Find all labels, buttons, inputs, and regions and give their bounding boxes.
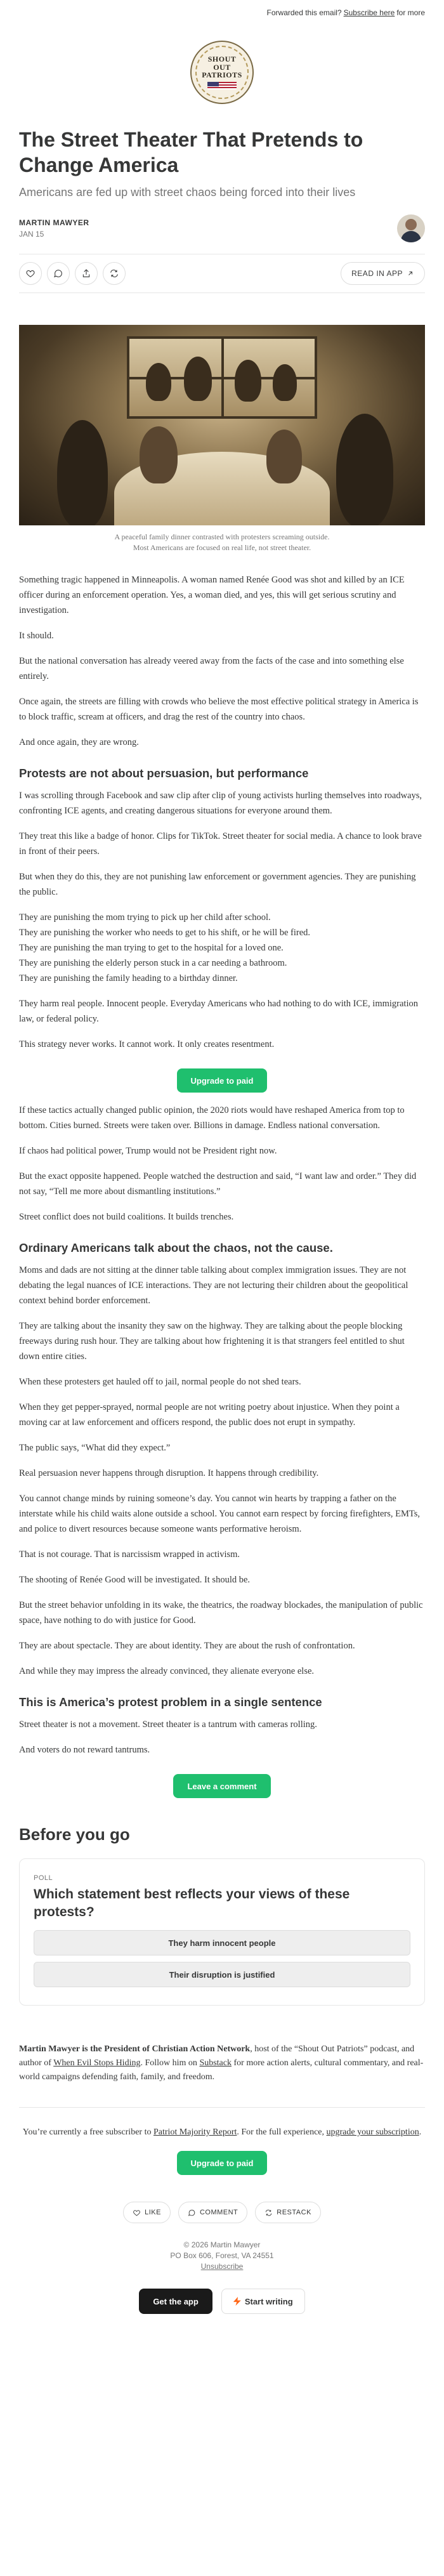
like-button[interactable] [19, 262, 42, 285]
cta-wrap [19, 1068, 425, 1093]
sub-note-text: You’re currently a free subscriber to [22, 2127, 153, 2137]
upgrade-button[interactable]: Upgrade to paid [177, 1068, 268, 1093]
subscriber-note [19, 2126, 425, 2139]
paragraph: They harm real people. Innocent people. Everyday Americans who had nothing to do with ICE, immigration law, or federal policy. [19, 999, 418, 1024]
forward-prefix: Forwarded this email? [266, 8, 342, 17]
footer-like-label: LIKE [145, 2209, 161, 2216]
paragraph: When they get pepper-sprayed, normal people are not writing poetry about injustice. When they point a moving car at law enforcement and officers respond, the public does not erupt in sympathy. [19, 1402, 400, 1428]
paragraph: But the street behavior unfolding in its wake, the theatrics, the roadway blockades, the manipulation of public space, have nothing to do with justice for Good. [19, 1600, 423, 1626]
paragraph: And while they may impress the already convinced, they alienate everyone else. [19, 1666, 315, 1676]
start-writing-label: Start writing [244, 2296, 293, 2306]
heart-icon [25, 268, 36, 279]
logo-line-3: PATRIOTS [202, 70, 242, 80]
substack-link[interactable]: Substack [199, 2058, 232, 2068]
hero-image[interactable] [19, 325, 425, 525]
paragraph: But the exact opposite happened. People watched the destruction and said, “I want law and order.” They did not say, “Tell me more about dismantling institutions.” [19, 1171, 417, 1197]
restack-icon [264, 2209, 273, 2217]
post-content [0, 127, 444, 2339]
avatar[interactable] [397, 214, 425, 242]
paragraph: I was scrolling through Facebook and saw clip after clip of young activists hurling themselves into roadways, confronting ICE agents, and creating dangerous situations for everyone around them. [19, 791, 422, 816]
paragraph: But when they do this, they are not punishing law enforcement or government agencies. They are punishing the public. [19, 872, 416, 897]
paragraph: They are talking about the insanity they saw on the highway. They are talking about the people blocking freeways during rush hour. They are talking about how frightening it is that strangers feel entitled to shut down entire cities. [19, 1321, 405, 1362]
comment-icon [188, 2209, 196, 2217]
upgrade-button[interactable]: Upgrade to paid [177, 2151, 268, 2175]
list-item: They are punishing the elderly person stuck in a car needing a bathroom. [19, 958, 287, 968]
cta-wrap [19, 2151, 425, 2175]
copyright: © 2026 Martin Mawyer [183, 2240, 261, 2249]
author-name[interactable]: MARTIN MAWYER [19, 218, 89, 227]
unsubscribe-link[interactable]: Unsubscribe [200, 2262, 244, 2271]
publication-logo[interactable] [190, 41, 254, 104]
sub-note-text: . For the full experience, [237, 2127, 327, 2137]
poll-card [19, 1858, 425, 2006]
paragraph: Once again, the streets are filling with crowds who believe the most effective political strategy in America is to block traffic, scream at officers, and drag the rest of the country into chaos. [19, 697, 419, 722]
paragraph: Street conflict does not build coalitions. It builds trenches. [19, 1212, 234, 1222]
post-title[interactable]: The Street Theater That Pretends to Change America [19, 128, 363, 176]
hero-protester [184, 357, 212, 401]
section-heading: Ordinary Americans talk about the chaos, not the cause. [19, 1241, 333, 1254]
footer-actions [19, 2202, 425, 2223]
logo-wrap [0, 41, 444, 104]
forward-suffix: for more [396, 8, 425, 17]
section-heading: This is America’s protest problem in a single sentence [19, 1695, 322, 1709]
paragraph: Moms and dads are not sitting at the dinner table talking about complex immigration issues. They are not debating the legal nuances of ICE interactions. They are not lecturing their children about the geopolitical context behind border enforcement. [19, 1265, 408, 1306]
poll-option[interactable]: Their disruption is justified [34, 1962, 410, 1987]
restack-icon [109, 268, 119, 279]
post-subtitle: Americans are fed up with street chaos being forced into their lives [19, 186, 356, 199]
get-app-button[interactable]: Get the app [139, 2289, 212, 2314]
byline [19, 214, 425, 242]
logo-line-2: OUT [213, 62, 231, 72]
paragraph: They treat this like a badge of honor. Clips for TikTok. Street theater for social media. A chance to look brave in front of their peers. [19, 831, 422, 857]
hero-protester [273, 364, 297, 401]
author-bio [19, 2042, 425, 2084]
subscribe-link[interactable]: Subscribe here [343, 8, 395, 17]
action-row [19, 254, 425, 293]
paragraph: And voters do not reward tantrums. [19, 1745, 150, 1755]
before-you-go-heading: Before you go [19, 1825, 130, 1844]
paragraph: But the national conversation has already veered away from the facts of the case and into something else entirely. [19, 656, 404, 681]
paragraph: The shooting of Renée Good will be investigated. It should be. [19, 1575, 251, 1585]
flag-icon [207, 82, 237, 89]
app-row [19, 2289, 425, 2339]
footer-comment-label: COMMENT [199, 2209, 238, 2216]
logo-line-1: SHOUT [207, 55, 237, 64]
hero-protester [235, 360, 261, 402]
footer-comment-button[interactable] [178, 2202, 247, 2223]
paragraph: If these tactics actually changed public opinion, the 2020 riots would have reshaped America from top to bottom. Cities burned. Streets were taken over. Billions in damage. Endless national conversation. [19, 1105, 405, 1131]
hero-caption [19, 532, 425, 553]
article-body [19, 572, 425, 1798]
bio-text: . Follow him on [140, 2058, 200, 2068]
read-in-app-button[interactable] [341, 262, 425, 285]
list-item: They are punishing the mom trying to pick up her child after school. [19, 912, 271, 923]
post-date: JAN 15 [19, 230, 44, 239]
hero-protester [146, 363, 171, 401]
cta-wrap [19, 1774, 425, 1798]
hero-family-member [336, 414, 393, 525]
bio-text: , host of the “Shout Out Patriots” podcast, and author of [19, 2044, 415, 2068]
share-icon [81, 268, 91, 279]
paragraph: Street theater is not a movement. Street theater is a tantrum with cameras rolling. [19, 1719, 317, 1730]
paragraph: That is not courage. That is narcissism wrapped in activism. [19, 1549, 240, 1560]
heart-icon [133, 2209, 141, 2217]
start-writing-button[interactable] [221, 2289, 305, 2314]
address: PO Box 606, Forest, VA 24551 [170, 2251, 274, 2260]
share-button[interactable] [75, 262, 98, 285]
read-in-app-label: READ IN APP [351, 269, 403, 278]
arrow-up-right-icon [407, 270, 414, 277]
paragraph: The public says, “What did they expect.” [19, 1443, 171, 1453]
paragraph: They are about spectacle. They are about identity. They are about the rush of confrontation. [19, 1641, 355, 1651]
poll-question: Which statement best reflects your views of these protests? [34, 1887, 350, 1919]
paragraph: Something tragic happened in Minneapolis. A woman named Renée Good was shot and killed by an ICE officer during an enforcement operation. Yes, a woman died, and yes, this will get serious scrutiny and investigation. [19, 575, 405, 615]
sub-note-text: . [419, 2127, 422, 2137]
comment-button[interactable] [47, 262, 70, 285]
list-item: They are punishing the man trying to get to the hospital for a loved one. [19, 943, 284, 953]
substack-bolt-icon [233, 2297, 241, 2306]
divider [19, 2107, 425, 2108]
forward-bar [0, 0, 444, 25]
paragraph: And once again, they are wrong. [19, 737, 139, 747]
list-item: They are punishing the worker who needs to get to his shift, or he will be fired. [19, 928, 311, 938]
footer-restack-label: RESTACK [277, 2209, 311, 2216]
upgrade-subscription-link[interactable]: upgrade your subscription [326, 2127, 419, 2137]
section-heading: Protests are not about persuasion, but performance [19, 766, 309, 780]
bio-bold: Martin Mawyer is the President of Christian Action Network [19, 2044, 251, 2054]
restack-button[interactable] [103, 262, 126, 285]
footer-meta [19, 2240, 425, 2272]
footer-like-button[interactable] [123, 2202, 171, 2223]
hero-family-member [140, 426, 178, 483]
paragraph: When these protesters get hauled off to jail, normal people do not shed tears. [19, 1377, 301, 1387]
hero-family-member [266, 430, 302, 483]
action-icon-group [19, 262, 126, 285]
paragraph: It should. [19, 631, 54, 641]
list-item: They are punishing the family heading to a birthday dinner. [19, 973, 238, 983]
poll-option[interactable]: They harm innocent people [34, 1930, 410, 1955]
leave-comment-button[interactable]: Leave a comment [173, 1774, 270, 1798]
footer-restack-button[interactable] [255, 2202, 321, 2223]
caption-line-2: Most Americans are focused on real life, not street theater. [133, 543, 311, 552]
paragraph: Real persuasion never happens through disruption. It happens through credibility. [19, 1468, 319, 1478]
book-link[interactable]: When Evil Stops Hiding [53, 2058, 141, 2068]
poll-label: POLL [34, 1874, 53, 1882]
byline-text [19, 218, 89, 239]
bio-text: for more action alerts, cultural commentary, and real-world campaigns defending faith, family, and freedom. [19, 2058, 424, 2082]
publication-link[interactable]: Patriot Majority Report [153, 2127, 237, 2137]
paragraph: This strategy never works. It cannot work. It only creates resentment. [19, 1039, 275, 1049]
paragraph: You cannot change minds by ruining someone’s day. You cannot win hearts by trapping a father on the interstate while his child waits alone outside a school. You cannot earn respect by forcing firefighters, EMTs, and police to divert resources because someone wants performative heroism. [19, 1494, 420, 1534]
comment-icon [53, 268, 63, 279]
caption-line-1: A peaceful family dinner contrasted with protesters screaming outside. [114, 532, 330, 541]
paragraph: If chaos had political power, Trump would not be President right now. [19, 1146, 277, 1156]
hero-family-member [57, 420, 108, 525]
